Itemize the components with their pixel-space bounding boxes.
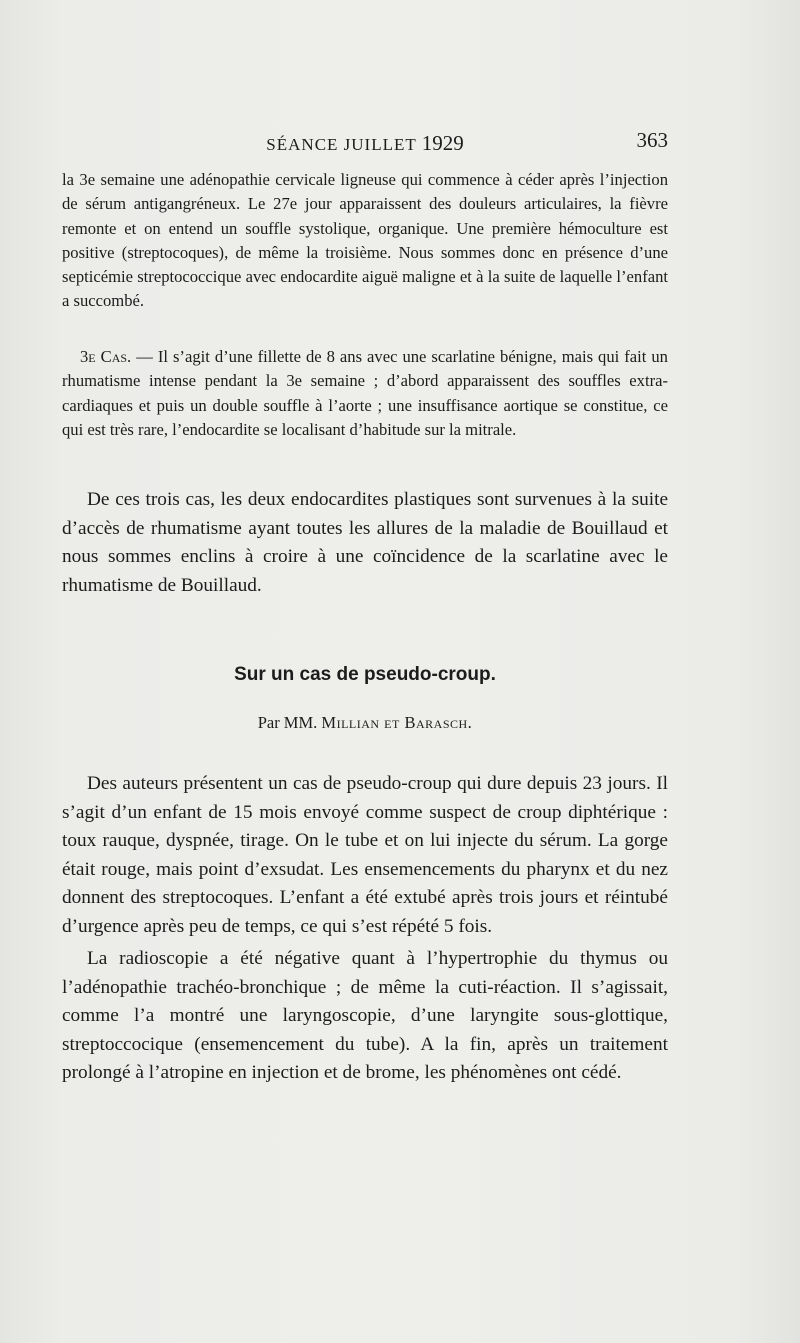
page-header bbox=[62, 128, 668, 154]
case-three-label: 3e Cas. bbox=[80, 347, 132, 366]
page-number: 363 bbox=[636, 128, 668, 152]
case-continuation bbox=[62, 168, 668, 314]
running-head-year: 1929 bbox=[421, 131, 464, 155]
authors-prefix: Par MM. bbox=[257, 713, 322, 732]
conclusion bbox=[62, 486, 668, 600]
article-body bbox=[62, 770, 668, 1088]
article-authors bbox=[62, 713, 668, 733]
running-head bbox=[62, 131, 668, 156]
conclusion-paragraph: De ces trois cas, les deux endocardites plastiques sont survenues à la suite d’accès de rhumatisme ayant toutes les allures de la maladie de Bouillaud et nous sommes enclins à croire à une coïncidence de la scarlatine avec le rhumatisme de Bouillaud. bbox=[62, 489, 668, 596]
case-three bbox=[62, 345, 668, 442]
authors-names: Millian et Barasch. bbox=[321, 713, 473, 732]
case-continuation-paragraph: la 3e semaine une adénopathie cervicale ligneuse qui commence à céder après l’injection de sérum antigangréneux. Le 27e jour apparaissent des douleurs articulaires, la fièvre remonte et on entend un souffle systolique, organique. Une première hémoculture est positive (streptocoques), de même la troisième. Nous sommes donc en présence d’une septicémie streptococcique avec endocardite aiguë maligne et à la suite de laquelle l’enfant a succombé. bbox=[62, 170, 668, 311]
article-title: Sur un cas de pseudo-croup. bbox=[234, 664, 496, 685]
case-three-text: — Il s’agit d’une fillette de 8 ans avec une scarlatine bénigne, mais qui fait un rhumatisme intense pendant la 3e semaine ; d’abord apparaissent des souffles extra-cardiaques et puis un double souffle à l’aorte ; une insuffisance aortique se constitue, ce qui est très rare, l’endocardite se localisant d’habitude sur la mitrale. bbox=[62, 347, 668, 439]
body-paragraph-1: Des auteurs présentent un cas de pseudo-croup qui dure depuis 23 jours. Il s’agit d’un enfant de 15 mois envoyé comme suspect de croup diphtérique : toux rauque, dyspnée, tirage. On le tube et on lui injecte du sérum. La gorge était rouge, mais point d’exsudat. Les ensemencements du pharynx et du nez donnent des streptocoques. L’enfant a été extubé après trois jours et réintubé d’urgence après peu de temps, ce qui s’est répété 5 fois. bbox=[62, 773, 668, 937]
running-head-text: SÉANCE JUILLET bbox=[266, 135, 422, 154]
body-paragraph-2: La radioscopie a été négative quant à l’hypertrophie du thymus ou l’adénopathie trachéo-bronchique ; de même la cuti-réaction. Il s’agissait, comme l’a montré une laryngoscopie, d’une laryngite sous-glottique, streptoccocique (ensemencement du tube). A la fin, après un traitement prolongé à l’atropine en injection et de brome, les phénomènes ont cédé. bbox=[62, 948, 668, 1083]
case-three-paragraph bbox=[62, 345, 668, 442]
